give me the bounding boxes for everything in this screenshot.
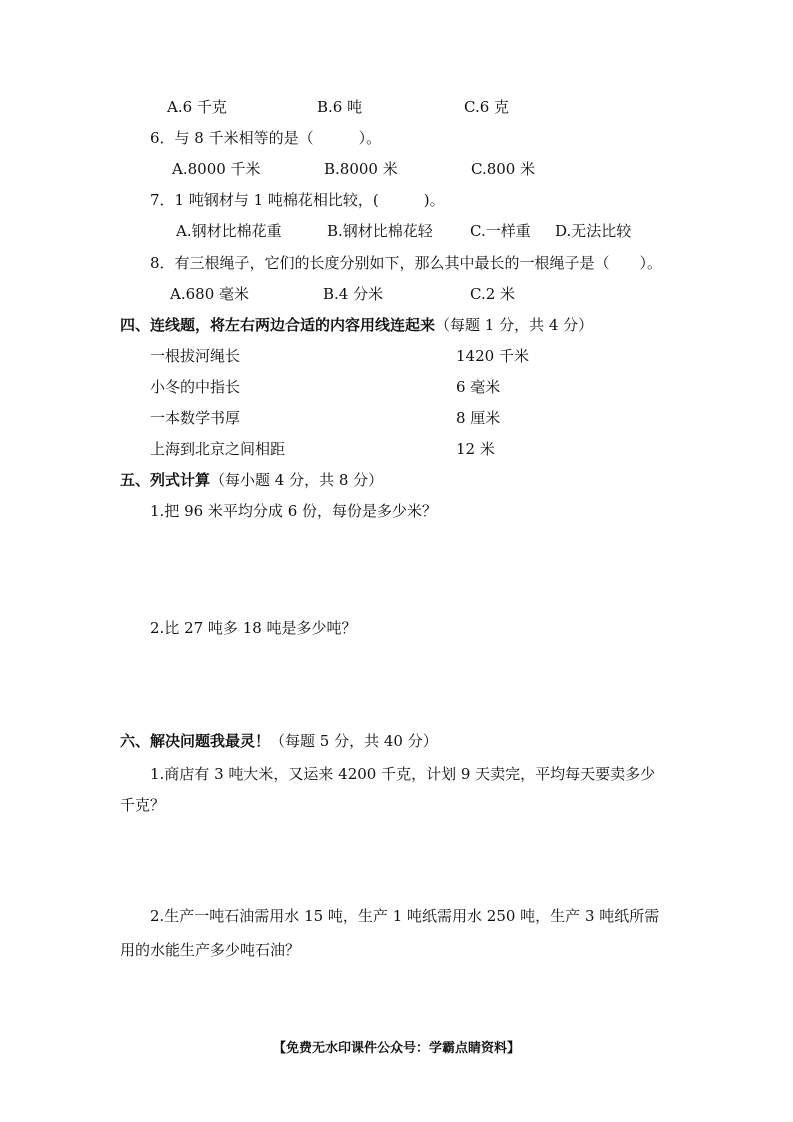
q6-stem: 6．与 8 千米相等的是（ ）。 [150, 129, 382, 147]
section6-heading [120, 731, 438, 751]
q8-option-c: C.2 米 [470, 285, 516, 303]
match-right-item: 6 毫米 [456, 378, 501, 396]
q7-stem: 7．1 吨钢材与 1 吨棉花相比较，( )。 [150, 191, 445, 209]
section6-q1-line2: 千克？ [120, 796, 166, 814]
q5-option-c: C.6 克 [464, 98, 510, 116]
footer-notice: 【免费无水印课件公众号：学霸点睛资料】 [272, 1041, 520, 1056]
section4-heading [120, 315, 593, 335]
match-left-item: 一本数学书厚 [150, 409, 241, 427]
q6-option-c: C.800 米 [471, 160, 536, 178]
match-right-item: 8 厘米 [456, 409, 501, 427]
q8-option-a: A.680 毫米 [170, 285, 249, 303]
section6-title: 六、解决问题我最灵！ [120, 732, 271, 750]
q7-option-a: A.钢材比棉花重 [176, 222, 282, 240]
q7-option-d: D.无法比较 [555, 222, 632, 240]
section6-note: （每题 5 分，共 40 分） [270, 732, 438, 750]
match-left-item: 小冬的中指长 [150, 378, 241, 396]
section4-title: 四、连线题，将左右两边合适的内容用线连起来 [120, 316, 436, 334]
match-left-item: 上海到北京之间相距 [150, 440, 286, 458]
q6-option-a: A.8000 千米 [172, 160, 261, 178]
q5-option-a: A.6 千克 [167, 98, 227, 116]
section5-title: 五、列式计算 [120, 471, 211, 489]
section5-heading [120, 470, 383, 490]
match-left-item: 一根拔河绳长 [150, 347, 241, 365]
section5-q2: 2.比 27 吨多 18 吨是多少吨？ [150, 619, 357, 637]
q8-option-b: B.4 分米 [323, 285, 384, 303]
q5-option-b: B.6 吨 [317, 98, 363, 116]
match-right-item: 12 米 [456, 440, 495, 458]
q7-option-c: C.一样重 [470, 222, 531, 240]
section4-note: （每题 1 分，共 4 分） [435, 316, 594, 334]
match-right-item: 1420 千米 [456, 347, 529, 365]
section6-q1-line1: 1.商店有 3 吨大米，又运来 4200 千克，计划 9 天卖完，平均每天要卖多少 [150, 765, 656, 783]
section6-q2-line1: 2.生产一吨石油需用水 15 吨，生产 1 吨纸需用水 250 吨，生产 3 吨纸所需 [150, 907, 660, 925]
q6-option-b: B.8000 米 [324, 160, 398, 178]
section5-q1: 1.把 96 米平均分成 6 份，每份是多少米？ [150, 502, 438, 520]
q7-option-b: B.钢材比棉花轻 [327, 222, 433, 240]
q8-stem: 8．有三根绳子，它们的长度分别如下，那么其中最长的一根绳子是（ ）。 [150, 254, 663, 272]
section5-note: （每小题 4 分，共 8 分） [210, 471, 384, 489]
section6-q2-line2: 用的水能生产多少吨石油？ [120, 941, 301, 959]
